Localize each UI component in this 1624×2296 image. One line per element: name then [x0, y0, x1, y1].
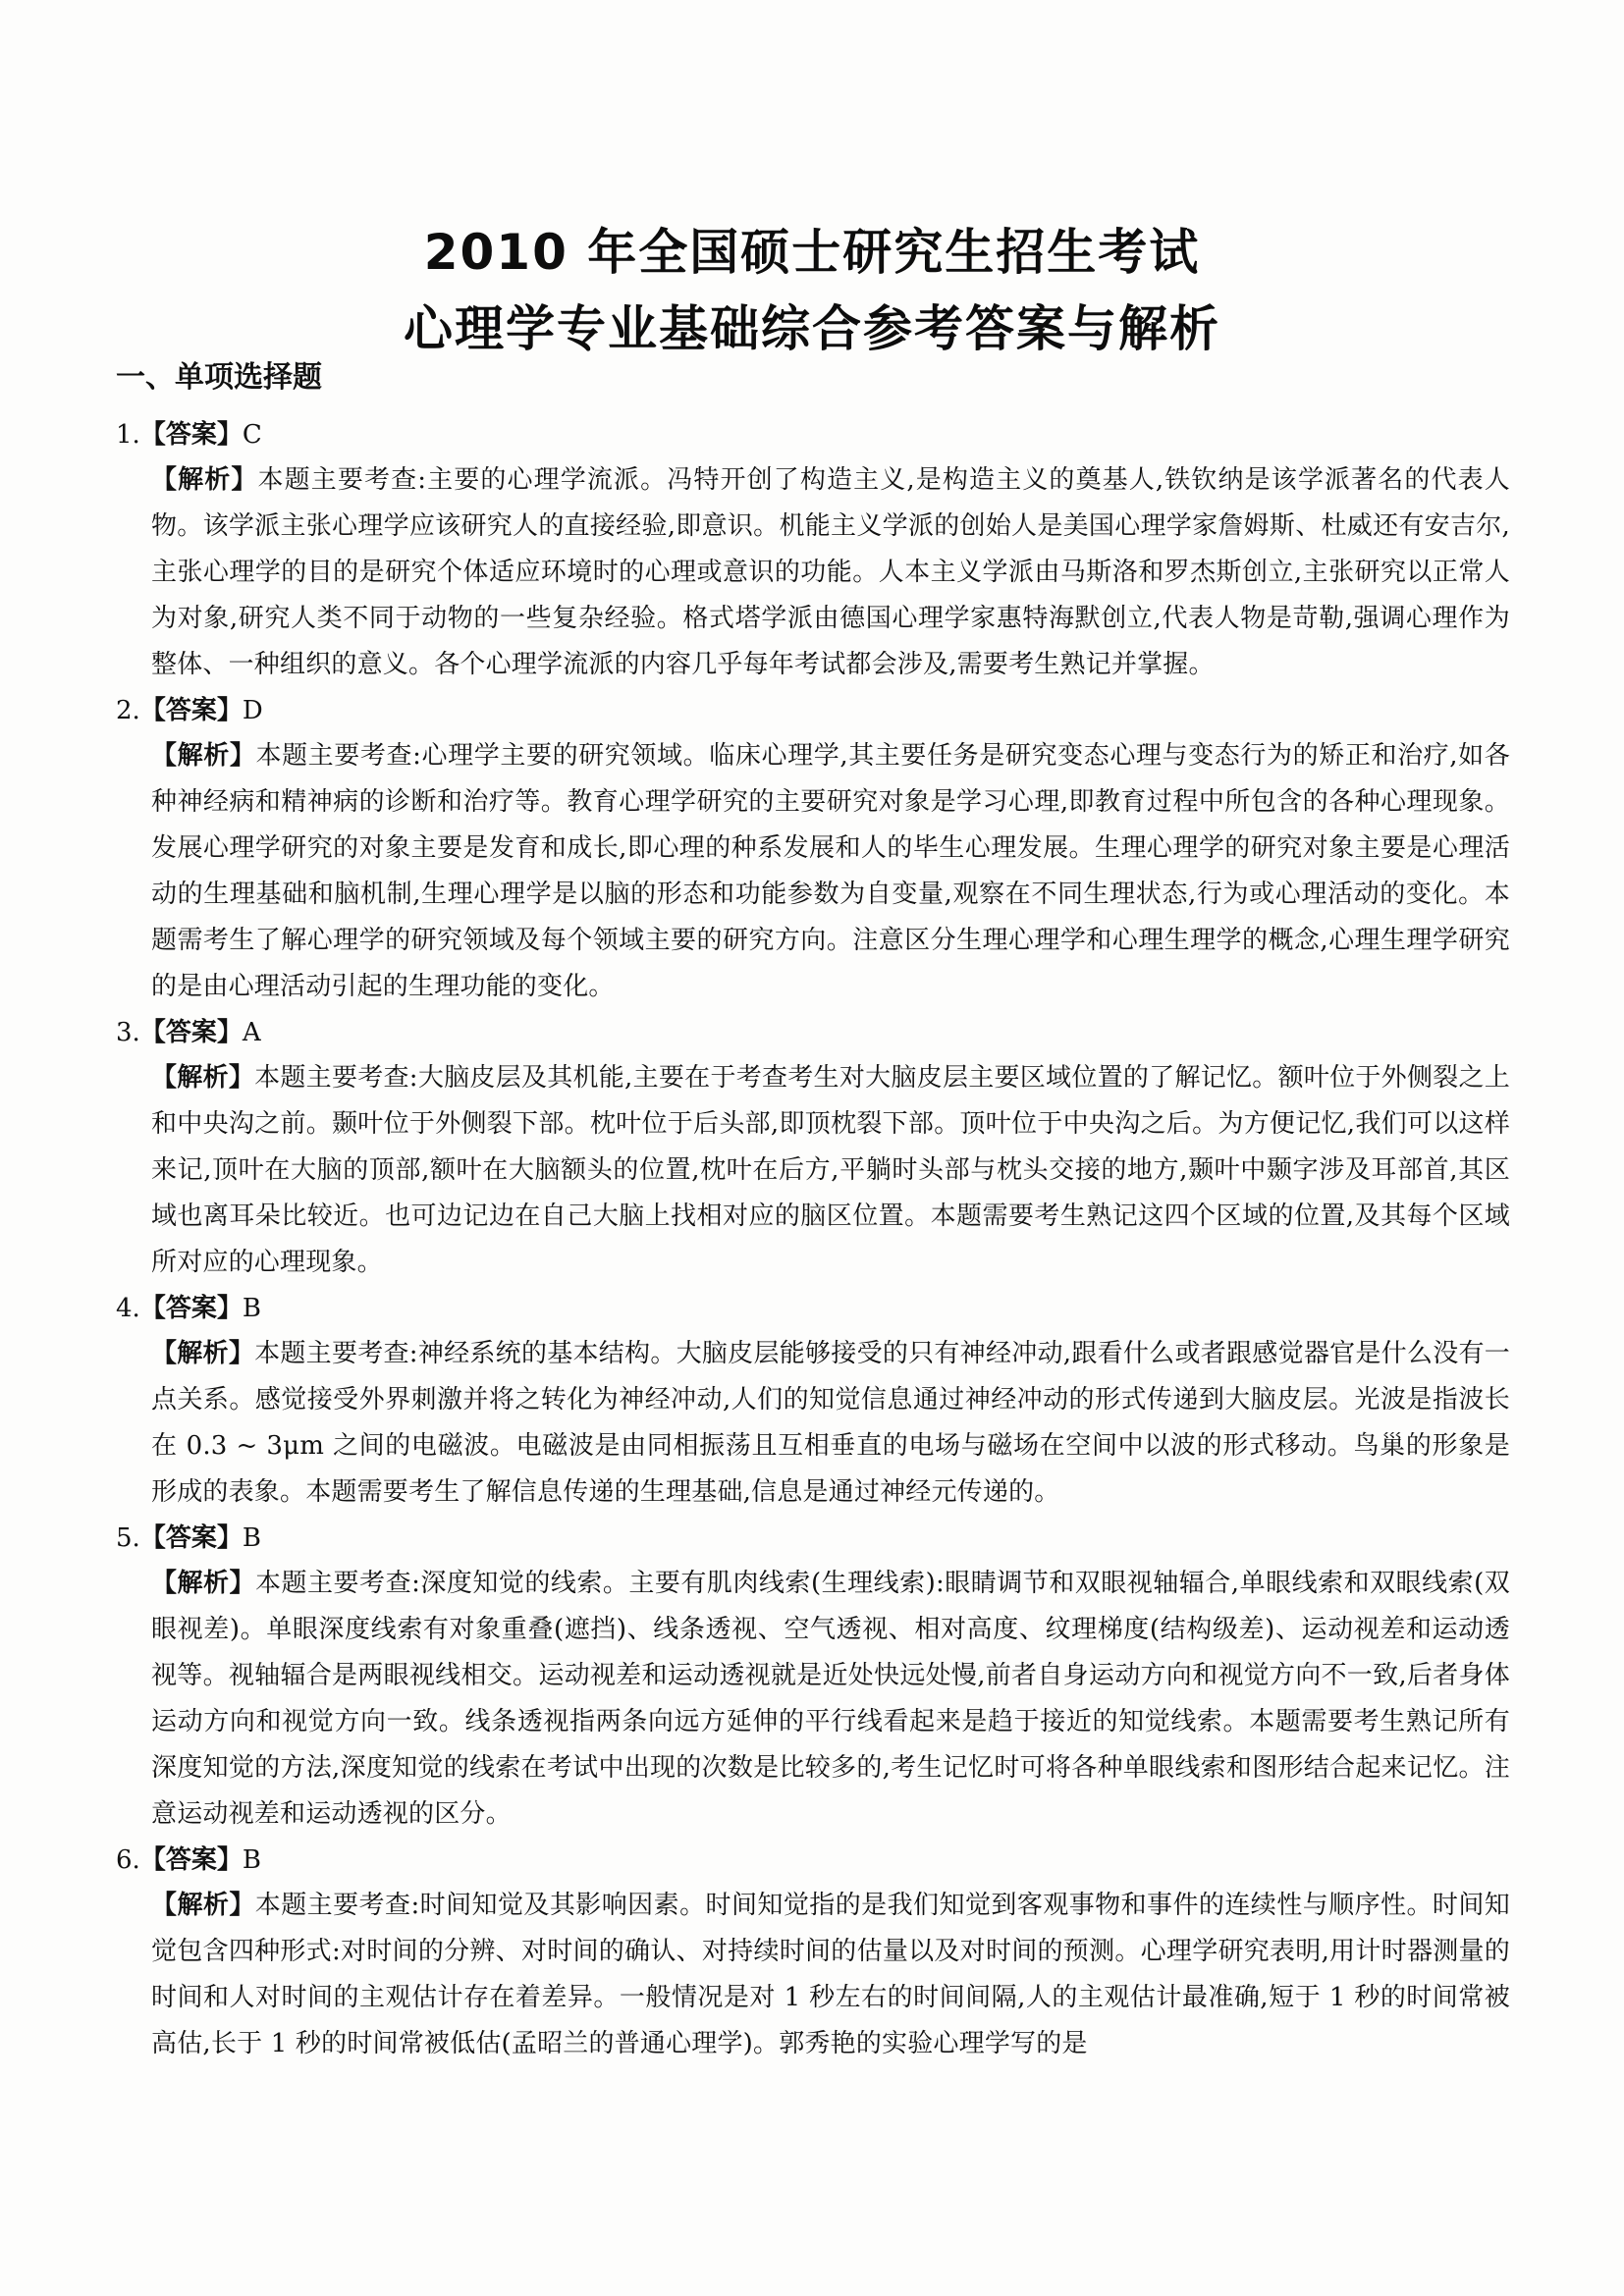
analysis-text: 本题主要考查:神经系统的基本结构。大脑皮层能够接受的只有神经冲动,跟看什么或者跟感觉器官是什么没有一点关系。感觉接受外界刺激并将之转化为神经冲动,人们的知觉信息通过神经冲动的形式传递到大脑皮层。光波是指波长在 0.3 ~ 3μm 之间的电磁波。电磁波是由同相振荡且互相垂直的电场与磁场在空间中以波的形式移动。鸟巢的形象是形成的表象。本题需要考生了解信息传递的生理基础,信息是通过神经元传递的。 — [151, 1339, 1510, 1507]
question-item — [116, 688, 1510, 1010]
analysis-paragraph — [116, 733, 1510, 1010]
question-item — [116, 1838, 1510, 2067]
analysis-tag: 【解析】 — [151, 741, 256, 771]
analysis-paragraph — [116, 457, 1510, 688]
answer-line — [116, 688, 1510, 733]
answer-tag: 【答案】 — [139, 1845, 243, 1875]
question-number: 4. — [116, 1294, 140, 1323]
analysis-text: 本题主要考查:主要的心理学流派。冯特开创了构造主义,是构造主义的奠基人,铁钦纳是该学派著名的代表人物。该学派主张心理学应该研究人的直接经验,即意识。机能主义学派的创始人是美国心理学家詹姆斯、杜威还有安吉尔,主张心理学的目的是研究个体适应环境时的心理或意识的功能。人本主义学派由马斯洛和罗杰斯创立,主张研究以正常人为对象,研究人类不同于动物的一些复杂经验。格式塔学派由德国心理学家惠特海默创立,代表人物是苛勒,强调心理作为整体、一种组织的意义。各个心理学流派的内容几乎每年考试都会涉及,需要考生熟记并掌握。 — [151, 465, 1510, 679]
question-item — [116, 412, 1510, 688]
answer-value: B — [242, 1845, 261, 1875]
analysis-text: 本题主要考查:深度知觉的线索。主要有肌肉线索(生理线索):眼睛调节和双眼视轴辐合,单眼线索和双眼线索(双眼视差)。单眼深度线索有对象重叠(遮挡)、线条透视、空气透视、相对高度、纹理梯度(结构级差)、运动视差和运动透视等。视轴辐合是两眼视线相交。运动视差和运动透视就是近处快远处慢,前者自身运动方向和视觉方向不一致,后者身体运动方向和视觉方向一致。线条透视指两条向远方延伸的平行线看起来是趋于接近的知觉线索。本题需要考生熟记所有深度知觉的方法,深度知觉的线索在考试中出现的次数是比较多的,考生记忆时可将各种单眼线索和图形结合起来记忆。注意运动视差和运动透视的区分。 — [151, 1569, 1510, 1829]
title-line-2: 心理学专业基础综合参考答案与解析 — [404, 300, 1220, 357]
answer-line — [116, 1010, 1510, 1055]
answer-value: C — [242, 420, 262, 450]
answers-list — [116, 412, 1510, 2067]
answer-line — [116, 1838, 1510, 1883]
answer-value: B — [242, 1294, 261, 1323]
document-title — [0, 214, 1624, 367]
analysis-tag: 【解析】 — [151, 1891, 255, 1920]
analysis-text: 本题主要考查:时间知觉及其影响因素。时间知觉指的是我们知觉到客观事物和事件的连续性与顺序性。时间知觉包含四种形式:对时间的分辨、对时间的确认、对持续时间的估量以及对时间的预测。心理学研究表明,用计时器测量的时间和人对时间的主观估计存在着差异。一般情况是对 1 秒左右的时间间隔,人的主观估计最准确,短于 1 秒的时间常被高估,长于 1 秒的时间常被低估(孟昭兰的普通心理学)。郭秀艳的实验心理学写的是 — [151, 1891, 1510, 2058]
answer-tag: 【答案】 — [139, 1018, 243, 1047]
answer-line — [116, 1286, 1510, 1331]
answer-line — [116, 1516, 1510, 1561]
answer-tag: 【答案】 — [139, 696, 243, 725]
analysis-tag: 【解析】 — [151, 1339, 255, 1368]
question-item — [116, 1286, 1510, 1516]
analysis-tag: 【解析】 — [151, 1063, 255, 1093]
answer-tag: 【答案】 — [139, 1523, 243, 1553]
answer-value: D — [242, 696, 263, 725]
analysis-paragraph — [116, 1561, 1510, 1838]
question-item — [116, 1010, 1510, 1286]
question-number: 1. — [116, 420, 140, 450]
section-heading: 一、单项选择题 — [116, 360, 322, 395]
answer-tag: 【答案】 — [139, 1294, 243, 1323]
answer-line — [116, 412, 1510, 457]
question-number: 3. — [116, 1018, 140, 1047]
analysis-tag: 【解析】 — [151, 465, 258, 495]
question-number: 6. — [116, 1845, 140, 1875]
answer-tag: 【答案】 — [139, 420, 243, 450]
analysis-paragraph — [116, 1055, 1510, 1286]
answer-value: A — [242, 1018, 261, 1047]
question-item — [116, 1516, 1510, 1838]
analysis-tag: 【解析】 — [151, 1569, 256, 1598]
answer-value: B — [242, 1523, 261, 1553]
question-number: 5. — [116, 1523, 140, 1553]
analysis-text: 本题主要考查:大脑皮层及其机能,主要在于考查考生对大脑皮层主要区域位置的了解记忆。额叶位于外侧裂之上和中央沟之前。颞叶位于外侧裂下部。枕叶位于后头部,即顶枕裂下部。顶叶位于中央沟之后。为方便记忆,我们可以这样来记,顶叶在大脑的顶部,额叶在大脑额头的位置,枕叶在后方,平躺时头部与枕头交接的地方,颞叶中颞字涉及耳部首,其区域也离耳朵比较近。也可边记边在自己大脑上找相对应的脑区位置。本题需要考生熟记这四个区域的位置,及其每个区域所对应的心理现象。 — [151, 1063, 1510, 1277]
title-line-1: 2010 年全国硕士研究生招生考试 — [423, 224, 1201, 281]
question-number: 2. — [116, 696, 140, 725]
analysis-paragraph — [116, 1883, 1510, 2067]
analysis-text: 本题主要考查:心理学主要的研究领域。临床心理学,其主要任务是研究变态心理与变态行为的矫正和治疗,如各种神经病和精神病的诊断和治疗等。教育心理学研究的主要研究对象是学习心理,即教育过程中所包含的各种心理现象。发展心理学研究的对象主要是发育和成长,即心理的种系发展和人的毕生心理发展。生理心理学的研究对象主要是心理活动的生理基础和脑机制,生理心理学是以脑的形态和功能参数为自变量,观察在不同生理状态,行为或心理活动的变化。本题需考生了解心理学的研究领域及每个领域主要的研究方向。注意区分生理心理学和心理生理学的概念,心理生理学研究的是由心理活动引起的生理功能的变化。 — [151, 741, 1510, 1001]
analysis-paragraph — [116, 1331, 1510, 1516]
